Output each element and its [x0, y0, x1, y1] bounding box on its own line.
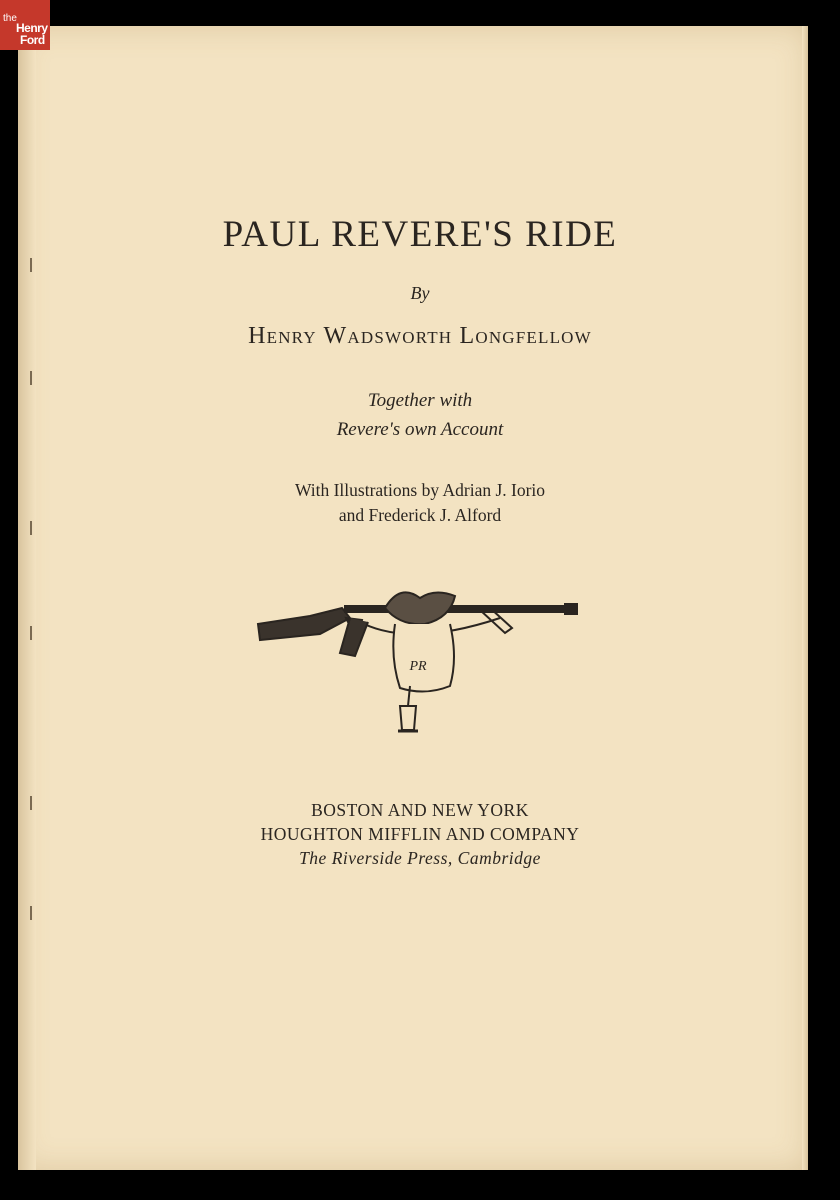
illustrations-credit: [0, 478, 840, 528]
by-line: By: [410, 283, 430, 303]
logo-text-the: the: [3, 13, 17, 24]
book-title: PAUL REVERE'S RIDE: [222, 214, 618, 255]
book-gutter: [18, 26, 36, 1170]
henry-ford-logo: [0, 0, 50, 50]
together-with-note: [0, 386, 840, 444]
illustrations-line-1: With Illustrations by Adrian J. Iorio: [294, 480, 546, 500]
binding-stitch: [30, 626, 32, 640]
musket-and-saddle-icon: [250, 578, 590, 738]
author-name: Henry Wadsworth Longfellow: [248, 323, 592, 349]
binding-stitch: [30, 258, 32, 272]
page-edge: [802, 26, 808, 1170]
publisher-city: BOSTON AND NEW YORK: [311, 800, 529, 820]
publisher-name: HOUGHTON MIFFLIN AND COMPANY: [260, 824, 580, 844]
publisher-block: [0, 798, 840, 870]
logo-text-ford: Ford: [20, 33, 45, 47]
together-line-2: Revere's own Account: [336, 419, 504, 440]
illustrations-line-2: and Frederick J. Alford: [338, 505, 502, 525]
together-line-1: Together with: [367, 390, 473, 411]
emblem-monogram: PR: [409, 659, 427, 674]
publisher-press: The Riverside Press, Cambridge: [299, 848, 541, 868]
binding-stitch: [30, 371, 32, 385]
binding-stitch: [30, 906, 32, 920]
logo-text-henry: Henry: [16, 21, 48, 35]
